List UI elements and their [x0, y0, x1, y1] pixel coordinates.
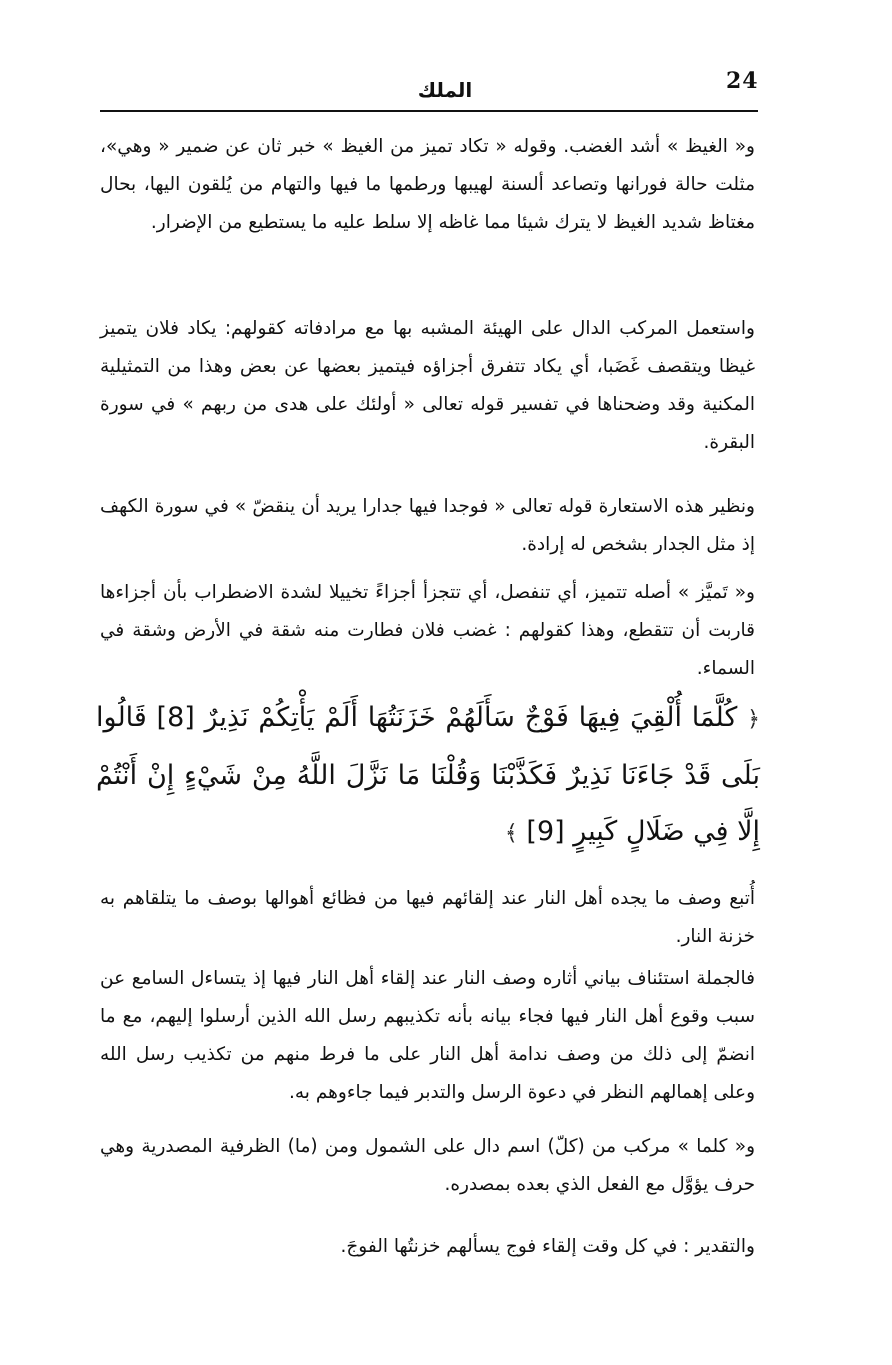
verse-open-ornament: ﴿: [747, 707, 760, 732]
verse-close-ornament: ﴾: [504, 821, 518, 846]
page-number: 24: [726, 68, 759, 94]
surah-title: الملك: [417, 78, 473, 102]
paragraph-1: و« الغيظ » أشد الغضب. وقوله « تكاد تميز من الغيظ » خبر ثان عن ضمير « وهي»، مثلت حالة فورانها وتصاعد ألسنة لهيبها ورطمها ما فيها والتهام من يُلقون اليها، بحال مغتاظ شديد الغيظ لا يترك شيئا مما غاظه إلا سلط عليه ما يستطيع من الإضرار.: [100, 136, 755, 233]
paragraph-8: والتقدير : في كل وقت إلقاء فوج يسألهم خزنتُها الفوجَ.: [340, 1236, 755, 1257]
paragraph-6: فالجملة استئناف بياني أثاره وصف النار عند إلقاء أهل النار فيها إذ يتساءل السامع عن سبب وقوع أهل النار فيها فجاء بيانه بأنه تكذيبهم رسل الله الذين أرسلوا إليهم، مع ما انضمّ إلى ذلك من وصف ندامة أهل النار على ما فرط منهم من تكذيب رسل الله وعلى إهمالهم النظر في دعوة الرسل والتدبر فيما جاءوهم به.: [100, 968, 755, 1103]
paragraph-4: و« تَميَّز » أصله تتميز، أي تنفصل، أي تتجزأ أجزاءً تخييلا لشدة الاضطراب بأن أجزاءها قاربت أن تتقطع، وهذا كقولهم : غضب فلان فطارت منه شقة في الأرض وشقة في السماء.: [100, 582, 755, 679]
paragraph-3: ونظير هذه الاستعارة قوله تعالى « فوجدا فيها جدارا يريد أن ينقضّ » في سورة الكهف إذ مثل الجدار بشخص له إرادة.: [100, 496, 755, 555]
paragraph-5: أُتبع وصف ما يجده أهل النار عند إلقائهم فيها من فظائع أهوالها بوصف ما يتلقاهم به خزنة النار.: [100, 888, 755, 947]
quran-verse: [96, 690, 760, 862]
paragraph-2: واستعمل المركب الدال على الهيئة المشبه بها مع مرادفاته كقولهم: يكاد فلان يتميز غيظا ويتقصف غَضَبا، أي يكاد تتفرق أجزاؤه فيتميز بعضها عن بعض وهذا من التمثيلية المكنية وقد وضحناها في تفسير قوله تعالى « أولئك على هدى من ربهم » في سورة البقرة.: [100, 318, 755, 453]
paragraph-7: و« كلما » مركب من (كلّ) اسم دال على الشمول ومن (ما) الظرفية المصدرية وهي حرف يؤوَّل مع الفعل الذي بعده بمصدره.: [100, 1136, 755, 1195]
header-divider: [100, 110, 758, 112]
verse-text: كُلَّمَا أُلْقِيَ فِيهَا فَوْجٌ سَأَلَهُمْ خَزَنَتُهَا أَلَمْ يَأْتِكُمْ نَذِيرٌ [8] قَالُوا بَلَى قَدْ جَاءَنَا نَذِيرٌ فَكَذَّبْنَا وَقُلْنَا مَا نَزَّلَ اللَّهُ مِنْ شَيْءٍ إِنْ أَنْتُمْ إِلَّا فِي ضَلَالٍ كَبِيرٍ [9]: [96, 702, 760, 847]
